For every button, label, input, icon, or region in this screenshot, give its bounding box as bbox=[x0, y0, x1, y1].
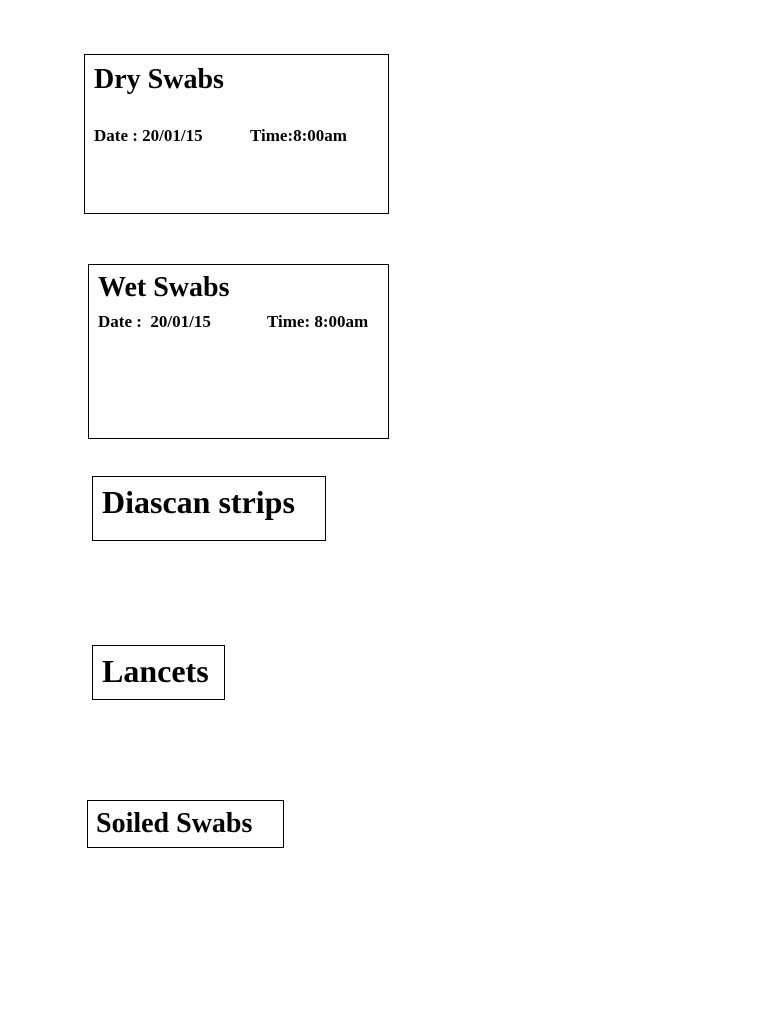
wet-swabs-time: Time: 8:00am bbox=[267, 312, 369, 331]
lancets-label bbox=[92, 645, 225, 700]
dry-swabs-title: Dry Swabs bbox=[94, 64, 224, 95]
diascan-strips-label bbox=[92, 476, 326, 541]
dry-swabs-label bbox=[84, 54, 389, 214]
dry-swabs-date: Date : 20/01/15 bbox=[94, 126, 203, 145]
wet-swabs-title: Wet Swabs bbox=[98, 272, 230, 303]
soiled-swabs-label bbox=[87, 800, 284, 848]
wet-swabs-label bbox=[88, 264, 389, 439]
soiled-swabs-title: Soiled Swabs bbox=[96, 808, 253, 839]
diascan-strips-title: Diascan strips bbox=[102, 484, 295, 520]
wet-swabs-date: Date : 20/01/15 bbox=[98, 312, 211, 331]
lancets-title: Lancets bbox=[102, 653, 209, 689]
dry-swabs-time: Time:8:00am bbox=[250, 126, 347, 145]
